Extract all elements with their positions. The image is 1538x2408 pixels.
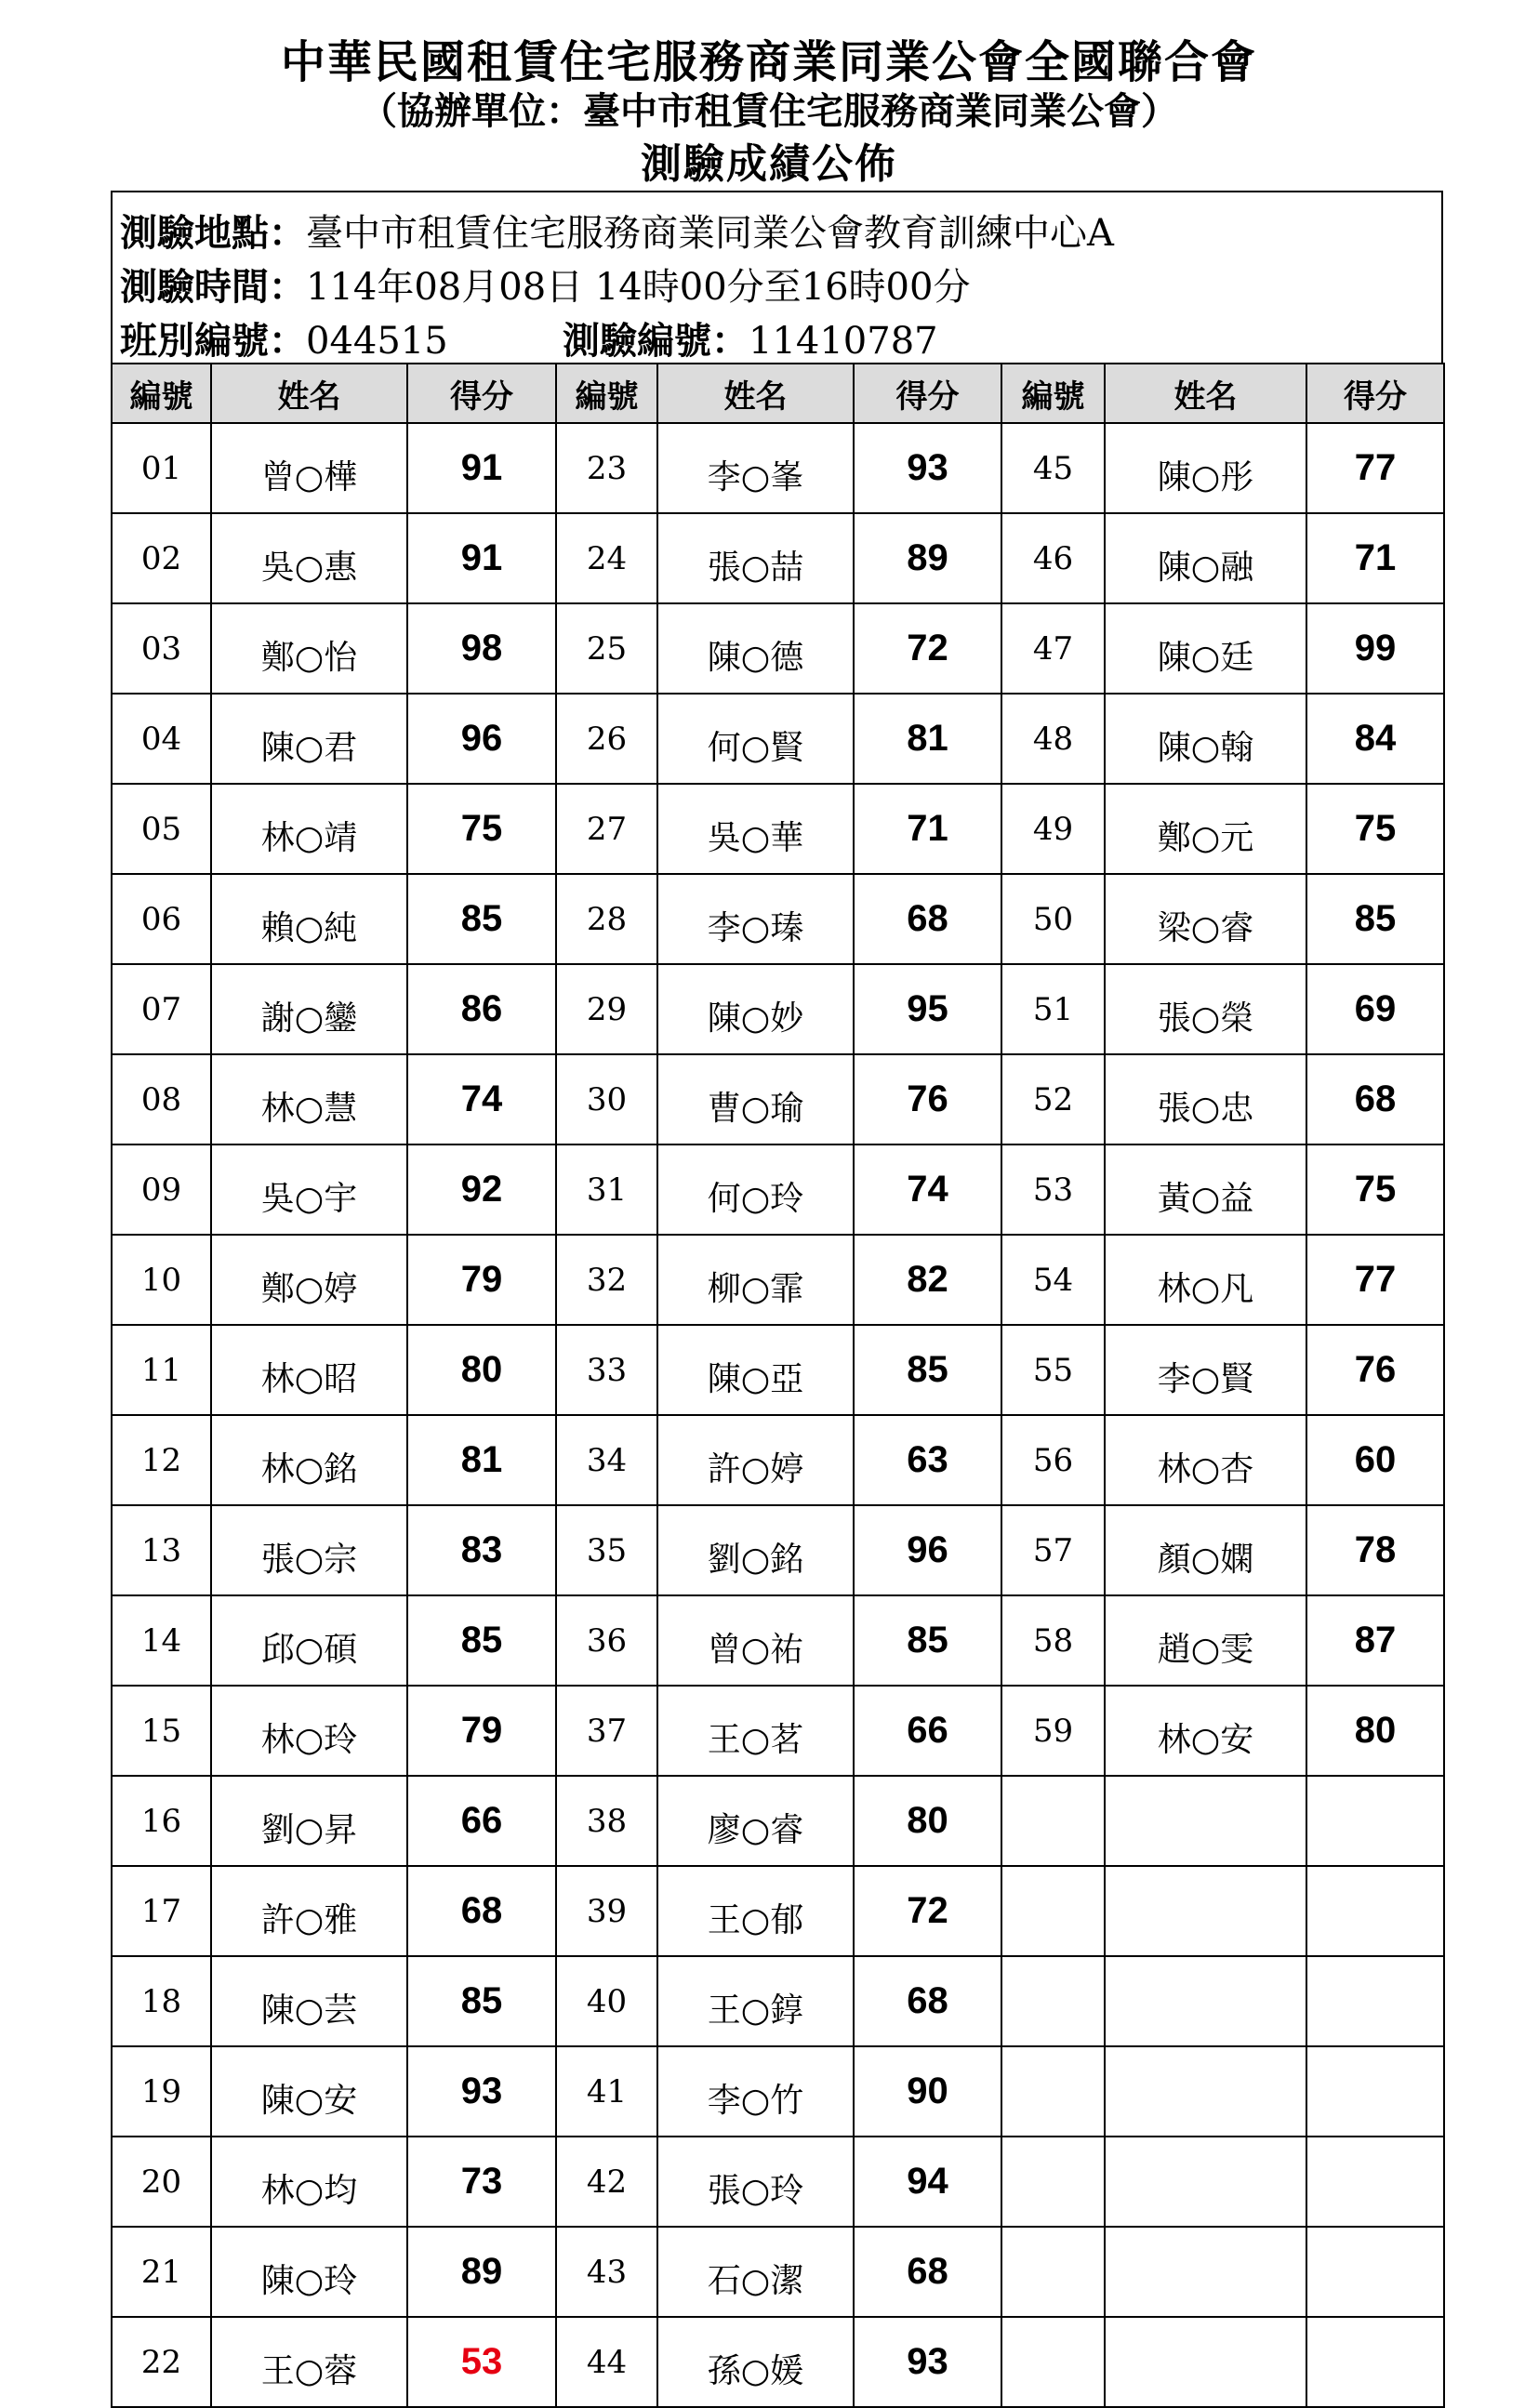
candidate-score: 66 [854,1686,1001,1776]
candidate-name: 鄭○元 [1105,784,1306,874]
candidate-score: 93 [854,2317,1001,2407]
candidate-number: 12 [112,1415,211,1505]
candidate-number: 37 [556,1686,657,1776]
candidate-score: 68 [854,2227,1001,2317]
candidate-score: 93 [407,2046,556,2137]
time-value: 114年08月08日 14時00分至16時00分 [306,266,971,309]
candidate-name: 陳○翰 [1105,694,1306,784]
candidate-score: 69 [1306,964,1444,1054]
candidate-score: 68 [854,1956,1001,2046]
candidate-number: 47 [1001,603,1105,694]
candidate-score: 95 [854,964,1001,1054]
candidate-name: 陳○君 [211,694,407,784]
candidate-number: 46 [1001,513,1105,603]
candidate-score [1306,1776,1444,1866]
candidate-number: 41 [556,2046,657,2137]
candidate-score: 84 [1306,694,1444,784]
table-row [112,603,1444,694]
candidate-score: 60 [1306,1415,1444,1505]
candidate-score: 63 [854,1415,1001,1505]
candidate-score: 75 [1306,1144,1444,1235]
candidate-number: 11 [112,1325,211,1415]
table-row [112,2317,1444,2407]
candidate-name [1105,2046,1306,2137]
candidate-score: 81 [854,694,1001,784]
candidate-name: 張○玲 [657,2137,854,2227]
candidate-number: 24 [556,513,657,603]
col-header-score: 得分 [1306,364,1444,423]
candidate-name: 張○宗 [211,1505,407,1595]
candidate-score: 98 [407,603,556,694]
exam-label: 測驗編號： [563,319,749,363]
candidate-score: 94 [854,2137,1001,2227]
candidate-name: 張○喆 [657,513,854,603]
candidate-number: 53 [1001,1144,1105,1235]
candidate-score: 66 [407,1776,556,1866]
table-row [112,1866,1444,1956]
col-header-score: 得分 [854,364,1001,423]
table-row [112,1956,1444,2046]
candidate-number [1001,1956,1105,2046]
candidate-score: 71 [854,784,1001,874]
candidate-name [1105,1866,1306,1956]
candidate-name: 謝○鑾 [211,964,407,1054]
candidate-number: 31 [556,1144,657,1235]
candidate-name: 王○蓉 [211,2317,407,2407]
candidate-score: 90 [854,2046,1001,2137]
col-header-name: 姓名 [657,364,854,423]
candidate-number: 58 [1001,1595,1105,1686]
table-row [112,2227,1444,2317]
candidate-score: 85 [1306,874,1444,964]
candidate-score: 74 [407,1054,556,1144]
table-row [112,1144,1444,1235]
candidate-score [1306,2227,1444,2317]
candidate-number: 07 [112,964,211,1054]
candidate-name: 陳○廷 [1105,603,1306,694]
table-row [112,2137,1444,2227]
time-label: 測驗時間： [120,265,306,309]
table-row [112,694,1444,784]
candidate-number: 33 [556,1325,657,1415]
candidate-number: 14 [112,1595,211,1686]
candidate-score: 75 [1306,784,1444,874]
candidate-name [1105,1956,1306,2046]
candidate-score [1306,2137,1444,2227]
candidate-name: 吳○宇 [211,1144,407,1235]
table-row [112,874,1444,964]
candidate-name: 吳○惠 [211,513,407,603]
candidate-number: 44 [556,2317,657,2407]
table-row [112,1235,1444,1325]
candidate-number: 55 [1001,1325,1105,1415]
candidate-name: 顏○嫻 [1105,1505,1306,1595]
candidate-number: 51 [1001,964,1105,1054]
candidate-number: 28 [556,874,657,964]
candidate-number: 49 [1001,784,1105,874]
candidate-name: 何○賢 [657,694,854,784]
candidate-score: 89 [854,513,1001,603]
candidate-score [1306,2046,1444,2137]
score-table [111,363,1445,2408]
candidate-number [1001,2046,1105,2137]
candidate-score: 89 [407,2227,556,2317]
candidate-number: 23 [556,423,657,513]
candidate-name: 李○竹 [657,2046,854,2137]
candidate-name: 林○靖 [211,784,407,874]
candidate-name: 趙○雯 [1105,1595,1306,1686]
candidate-score: 86 [407,964,556,1054]
candidate-number: 52 [1001,1054,1105,1144]
candidate-number: 19 [112,2046,211,2137]
col-header-number: 編號 [112,364,211,423]
table-row [112,1686,1444,1776]
candidate-name: 陳○玲 [211,2227,407,2317]
table-row [112,1325,1444,1415]
candidate-name: 陳○安 [211,2046,407,2137]
candidate-score [1306,2317,1444,2407]
candidate-score: 74 [854,1144,1001,1235]
candidate-score: 91 [407,423,556,513]
candidate-score: 71 [1306,513,1444,603]
class-value: 044515 [306,320,448,363]
candidate-score: 73 [407,2137,556,2227]
candidate-number: 26 [556,694,657,784]
col-header-number: 編號 [556,364,657,423]
col-header-name: 姓名 [211,364,407,423]
candidate-score: 68 [854,874,1001,964]
candidate-number: 02 [112,513,211,603]
candidate-name: 陳○彤 [1105,423,1306,513]
candidate-name: 陳○妙 [657,964,854,1054]
candidate-score: 72 [854,1866,1001,1956]
candidate-name: 王○茗 [657,1686,854,1776]
candidate-number [1001,2137,1105,2227]
col-header-number: 編號 [1001,364,1105,423]
candidate-name: 陳○德 [657,603,854,694]
candidate-name: 林○玲 [211,1686,407,1776]
candidate-number: 38 [556,1776,657,1866]
candidate-name: 賴○純 [211,874,407,964]
candidate-score: 87 [1306,1595,1444,1686]
candidate-number: 35 [556,1505,657,1595]
candidate-name: 林○杏 [1105,1415,1306,1505]
candidate-number: 10 [112,1235,211,1325]
candidate-score: 75 [407,784,556,874]
candidate-score [1306,1866,1444,1956]
candidate-name: 許○雅 [211,1866,407,1956]
organizer-line: （協辦單位：臺中市租賃住宅服務商業同業公會） [360,89,1178,133]
exam-time [120,258,970,311]
table-row [112,423,1444,513]
candidate-number: 36 [556,1595,657,1686]
candidate-score: 91 [407,513,556,603]
candidate-score: 80 [854,1776,1001,1866]
candidate-score: 85 [407,874,556,964]
candidate-score: 83 [407,1505,556,1595]
candidate-score: 81 [407,1415,556,1505]
exam-value: 11410787 [749,320,938,363]
candidate-number: 01 [112,423,211,513]
candidate-score: 85 [854,1325,1001,1415]
candidate-name: 鄭○婷 [211,1235,407,1325]
candidate-name: 石○潔 [657,2227,854,2317]
table-row [112,1505,1444,1595]
candidate-number [1001,2227,1105,2317]
candidate-name: 林○昭 [211,1325,407,1415]
table-row [112,2046,1444,2137]
candidate-name: 黃○益 [1105,1144,1306,1235]
candidate-number [1001,1866,1105,1956]
candidate-score: 99 [1306,603,1444,694]
candidate-score [1306,1956,1444,2046]
candidate-number: 30 [556,1054,657,1144]
candidate-name: 林○慧 [211,1054,407,1144]
candidate-number: 03 [112,603,211,694]
candidate-number: 09 [112,1144,211,1235]
candidate-number: 43 [556,2227,657,2317]
candidate-score: 93 [854,423,1001,513]
candidate-number: 57 [1001,1505,1105,1595]
candidate-score: 85 [407,1595,556,1686]
exam-info-box [111,191,1443,364]
candidate-name: 林○凡 [1105,1235,1306,1325]
candidate-number: 48 [1001,694,1105,784]
candidate-score: 85 [854,1595,1001,1686]
candidate-number: 13 [112,1505,211,1595]
candidate-name: 張○榮 [1105,964,1306,1054]
table-header-row [112,364,1444,423]
table-row [112,1595,1444,1686]
candidate-score: 68 [1306,1054,1444,1144]
candidate-name: 陳○芸 [211,1956,407,2046]
candidate-number: 20 [112,2137,211,2227]
candidate-name: 曾○樺 [211,423,407,513]
candidate-name: 曹○瑜 [657,1054,854,1144]
candidate-name: 劉○昇 [211,1776,407,1866]
candidate-name: 鄭○怡 [211,603,407,694]
candidate-name: 陳○亞 [657,1325,854,1415]
candidate-name: 曾○祐 [657,1595,854,1686]
location-label: 測驗地點： [120,211,306,255]
candidate-number: 39 [556,1866,657,1956]
candidate-name: 何○玲 [657,1144,854,1235]
location-value: 臺中市租賃住宅服務商業同業公會教育訓練中心A [306,212,1114,255]
candidate-name: 梁○睿 [1105,874,1306,964]
candidate-name: 孫○媛 [657,2317,854,2407]
candidate-score: 53 [407,2317,556,2407]
candidate-name: 陳○融 [1105,513,1306,603]
candidate-score: 82 [854,1235,1001,1325]
table-row [112,964,1444,1054]
candidate-number: 16 [112,1776,211,1866]
col-header-score: 得分 [407,364,556,423]
page-subtitle: 測驗成績公佈 [641,140,897,188]
candidate-number: 45 [1001,423,1105,513]
candidate-name [1105,2317,1306,2407]
candidate-name: 廖○睿 [657,1776,854,1866]
candidate-number: 40 [556,1956,657,2046]
candidate-number: 21 [112,2227,211,2317]
candidate-number: 06 [112,874,211,964]
table-row [112,1776,1444,1866]
candidate-name: 王○錞 [657,1956,854,2046]
exam-location [120,204,1114,257]
candidate-name [1105,2227,1306,2317]
candidate-name: 李○瑧 [657,874,854,964]
candidate-number: 34 [556,1415,657,1505]
candidate-name: 柳○霏 [657,1235,854,1325]
candidate-name: 李○賢 [1105,1325,1306,1415]
candidate-number [1001,2317,1105,2407]
table-row [112,513,1444,603]
candidate-number: 56 [1001,1415,1105,1505]
candidate-name: 林○銘 [211,1415,407,1505]
candidate-score: 79 [407,1686,556,1776]
candidate-number: 05 [112,784,211,874]
exam-ids [120,311,938,364]
candidate-name [1105,2137,1306,2227]
page-title: 中華民國租賃住宅服務商業同業公會全國聯合會 [280,36,1257,88]
candidate-name: 張○忠 [1105,1054,1306,1144]
candidate-score: 78 [1306,1505,1444,1595]
candidate-name: 許○婷 [657,1415,854,1505]
candidate-number: 50 [1001,874,1105,964]
col-header-name: 姓名 [1105,364,1306,423]
candidate-score: 96 [854,1505,1001,1595]
candidate-number: 15 [112,1686,211,1776]
candidate-number: 08 [112,1054,211,1144]
table-row [112,1054,1444,1144]
candidate-score: 77 [1306,1235,1444,1325]
candidate-score: 80 [407,1325,556,1415]
candidate-number: 18 [112,1956,211,2046]
table-row [112,784,1444,874]
candidate-name: 吳○華 [657,784,854,874]
candidate-score: 85 [407,1956,556,2046]
candidate-score: 76 [1306,1325,1444,1415]
candidate-number: 17 [112,1866,211,1956]
candidate-score: 68 [407,1866,556,1956]
candidate-score: 92 [407,1144,556,1235]
candidate-name: 王○郁 [657,1866,854,1956]
candidate-score: 76 [854,1054,1001,1144]
candidate-score: 79 [407,1235,556,1325]
candidate-number: 22 [112,2317,211,2407]
candidate-number: 04 [112,694,211,784]
candidate-number: 27 [556,784,657,874]
candidate-name: 林○均 [211,2137,407,2227]
candidate-number: 29 [556,964,657,1054]
candidate-name: 劉○銘 [657,1505,854,1595]
table-row [112,1415,1444,1505]
candidate-score: 80 [1306,1686,1444,1776]
candidate-number [1001,1776,1105,1866]
candidate-number: 54 [1001,1235,1105,1325]
candidate-number: 42 [556,2137,657,2227]
candidate-name: 李○峯 [657,423,854,513]
candidate-number: 25 [556,603,657,694]
candidate-name: 林○安 [1105,1686,1306,1776]
candidate-name [1105,1776,1306,1866]
candidate-number: 59 [1001,1686,1105,1776]
candidate-score: 72 [854,603,1001,694]
candidate-score: 96 [407,694,556,784]
candidate-score: 77 [1306,423,1444,513]
candidate-name: 邱○碩 [211,1595,407,1686]
candidate-number: 32 [556,1235,657,1325]
class-label: 班別編號： [120,319,306,363]
